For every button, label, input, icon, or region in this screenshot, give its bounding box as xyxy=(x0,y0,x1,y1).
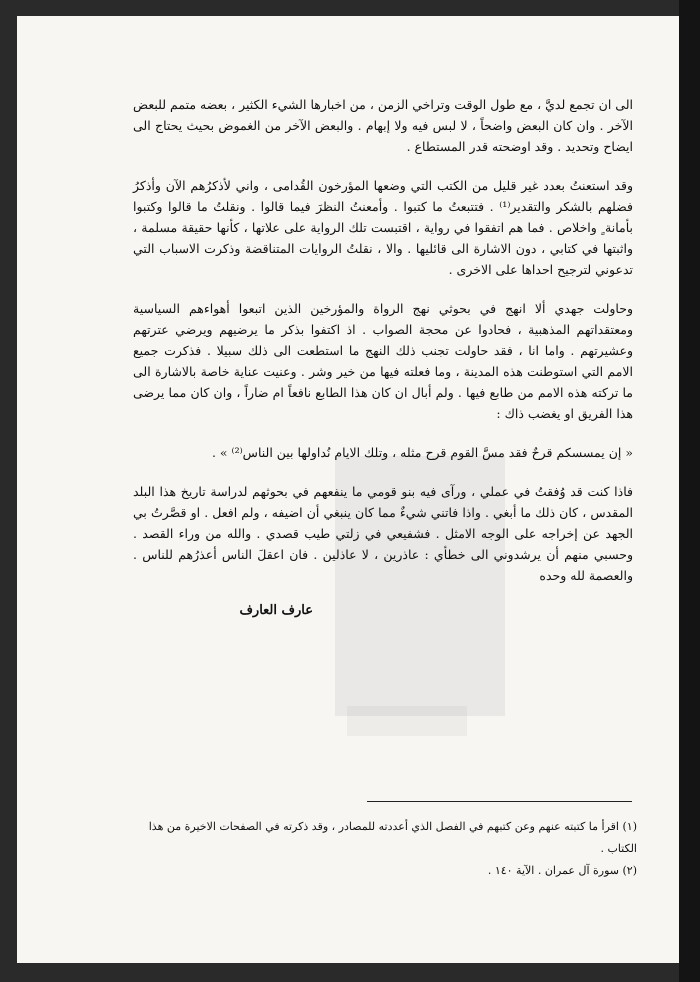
paragraph-2: وقد استعنتُ بعدد غير قليل من الكتب التي وضعها المؤرخون القُدامى ، واني لأذكرُهم الآن وأذكرُ فضلهم بالشكر والتقدير⁽¹⁾ . فتتبعتُ ما كتبوا . وأمعنتُ النظرَ فيما قالوا . ونقلتُ ما قالوا وكتبوا بأمانة ٍ واخلاص . فما هم اتفقوا في رواية ، اقتبست تلك الرواية على علاتها ، كأنها حقيقة مسلمة ، واثبتها في كتابي ، دون الاشارة الى قائليها . والا ، نقلتُ الروايات المتناقضة وذكرت الاسباب التي تدعوني لترجيح احداها على الاخرى . xyxy=(133,178,633,277)
scan-edge xyxy=(679,0,700,982)
body-text xyxy=(133,94,633,639)
author-signature: عارف العارف xyxy=(239,603,313,618)
footnotes xyxy=(147,816,637,882)
document-page xyxy=(17,16,679,963)
footnote-2: (٢) سورة آل عمران . الآية ١٤٠ . xyxy=(487,864,637,877)
paragraph-1: الى ان تجمع لديَّ ، مع طول الوقت وتراخي الزمن ، من اخبارها الشيء الكثير ، بعضه متمم للبعض الآخر . وان كان البعض واضحاً ، لا لبس فيه ولا إبهام . والبعض الآخر من الغموض بحيث يحتاج الى ايضاح وتحديد . وقد اوضحته قدر المستطاع . xyxy=(133,97,633,154)
footnote-1: (١) اقرأ ما كتبته عنهم وعن كتبهم في الفصل الذي أعددته للمصادر ، وقد ذكرته في الصفحات الاخيرة من هذا الكتاب . xyxy=(148,820,637,855)
paragraph-4: فاذا كنت قد وُفقتُ في عملي ، ورآى فيه بنو قومي ما ينفعهم في بحوثهم لدراسة تاريخ هذا البلد المقدس ، كان ذلك ما أبغي . واذا فاتني شيءٌ مما كان ينبغي أن اضيفه ، ولم افعل . او قصَّرتُ بي الجهد عن إخراجه على الوجه الامثل . فشفيعي في زلتي طيب قصدي . والله من وراء القصد . وحسبي منهم أن يرشدوني الى خطأي : عاذرين ، لا عاذلين . فان اعقلَ الناس أعذرُهم للناس . والعصمة لله وحده xyxy=(133,484,633,583)
footnote-rule xyxy=(367,801,632,802)
paragraph-3: وحاولت جهدي ألا انهج في بحوثي نهج الرواة والمؤرخين الذين اتبعوا أهواءهم السياسية ومعتقداتهم المذهبية ، فحادوا عن محجة الصواب . اذ اكتفوا بذكر ما يرضيهم ويرضي عترتهم وعشيرتهم . واما انا ، فقد حاولت تجنب ذلك النهج ما استطعت الى ذلك سبيلا . فذكرت جميع الامم التي استوطنت هذه المدينة ، وما فعلته فيها من خير وشر . وعنيت عناية خاصة بالاشارة الى ما تركته هذه الامم من طابع فيها . ولم أبال ان كان هذا الطابع نافعاً ام ضاراً ، وان كان مما يرضى هذا الفريق او يغضب ذاك : xyxy=(133,301,633,421)
bleed-through-shadow-2 xyxy=(347,706,467,736)
quran-quote: « إن يمسسكم قرحٌ فقد مسَّ القوم قرح مثله ، وتلك الايام نُداولها بين الناس⁽²⁾ » . xyxy=(211,445,633,460)
